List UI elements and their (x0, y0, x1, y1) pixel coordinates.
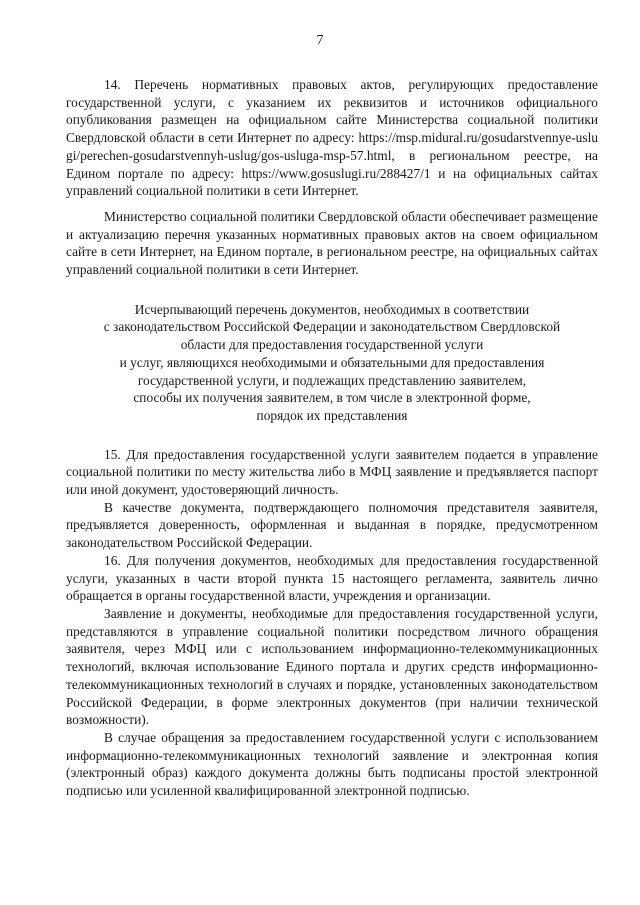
section-heading-line: с законодательством Российской Федерации и законодательством Свердловской (103, 319, 561, 335)
ministry-site-url: https://msp.midural.ru/gosudarstvennye-uslugi/perechen-gosudarstvennyh-uslug/gos-usluga-msp-57.html (66, 130, 598, 163)
paragraph-15: 15. Для предоставления государственной услуги заявителем подается в управление социальной политики по месту жительства либо в МФЦ заявление и предъявляется паспорт или иной документ, удостоверяющий личность. (66, 446, 598, 498)
section-heading-line: порядок их представления (256, 407, 408, 423)
page-number: 7 (316, 33, 324, 48)
paragraph-14-text-end: и на официальных сайтах управлений социальной политики в сети Интернет. (66, 165, 598, 199)
paragraph-16: 16. Для получения документов, необходимых для предоставления государственной услуги, указанных в части второй пункта 15 настоящего регламента, заявитель лично обращается в органы государственной власти, учреждения и организации. (66, 552, 598, 604)
paragraph-14-text-middle: , в региональном реестре, на Едином портале по адресу: (66, 147, 598, 181)
paragraph-15-representative: В качестве документа, подтверждающего полномочия представителя заявителя, предъявляется доверенность, оформленная и выданная в порядке, предусмотренном законодательством Российской Федерации. (66, 499, 598, 551)
gosuslugi-url: https://www.gosuslugi.ru/288427/1 (241, 165, 431, 181)
document-body (66, 76, 598, 800)
paragraph-14-text-start: 14. Перечень нормативных правовых актов, регулирующих предоставление государственной услуги, с указанием их реквизитов и источников официального опубликования размещен на официальном сайте Министерства социальной политики Свердловской области в сети Интернет по адресу: (66, 77, 598, 146)
paragraph-16-submission: Заявление и документы, необходимые для предоставления государственной услуги, представляются в управление социальной политики посредством личного обращения заявителя, через МФЦ или с использованием информационно-телекоммуникационных технологий, включая использование Единого портала и других средств информационно-телекоммуникационных технологий в случаях и порядке, установленных законодательством Российской Федерации, в форме электронных документов (при наличии технической возможности). (66, 605, 598, 728)
section-heading-line: способы их получения заявителем, в том числе в электронной форме, (133, 390, 531, 406)
section-heading-line: и услуг, являющихся необходимыми и обязательными для предоставления (119, 354, 545, 370)
paragraph-16-electronic: В случае обращения за предоставлением государственной услуги с использованием информационно-телекоммуникационных технологий заявление и электронная копия (электронный образ) каждого документа должны быть подписаны простой электронной подписью или усиленной квалифицированной электронной подписью. (66, 729, 598, 799)
section-heading-line: Исчерпывающий перечень документов, необходимых в соответствии (134, 301, 530, 317)
paragraph-ministry-publication: Министерство социальной политики Свердловской области обеспечивает размещение и актуализацию перечня указанных нормативных правовых актов на своем официальном сайте в сети Интернет, на Едином портале, в региональном реестре, на официальных сайтах управлений социальной политики в сети Интернет. (66, 208, 598, 278)
section-heading-line: области для предоставления государственной услуги (180, 337, 484, 353)
paragraph-14 (66, 76, 598, 200)
section-heading (66, 301, 598, 425)
section-heading-line: государственной услуги, и подлежащих представлению заявителем, (137, 372, 527, 388)
